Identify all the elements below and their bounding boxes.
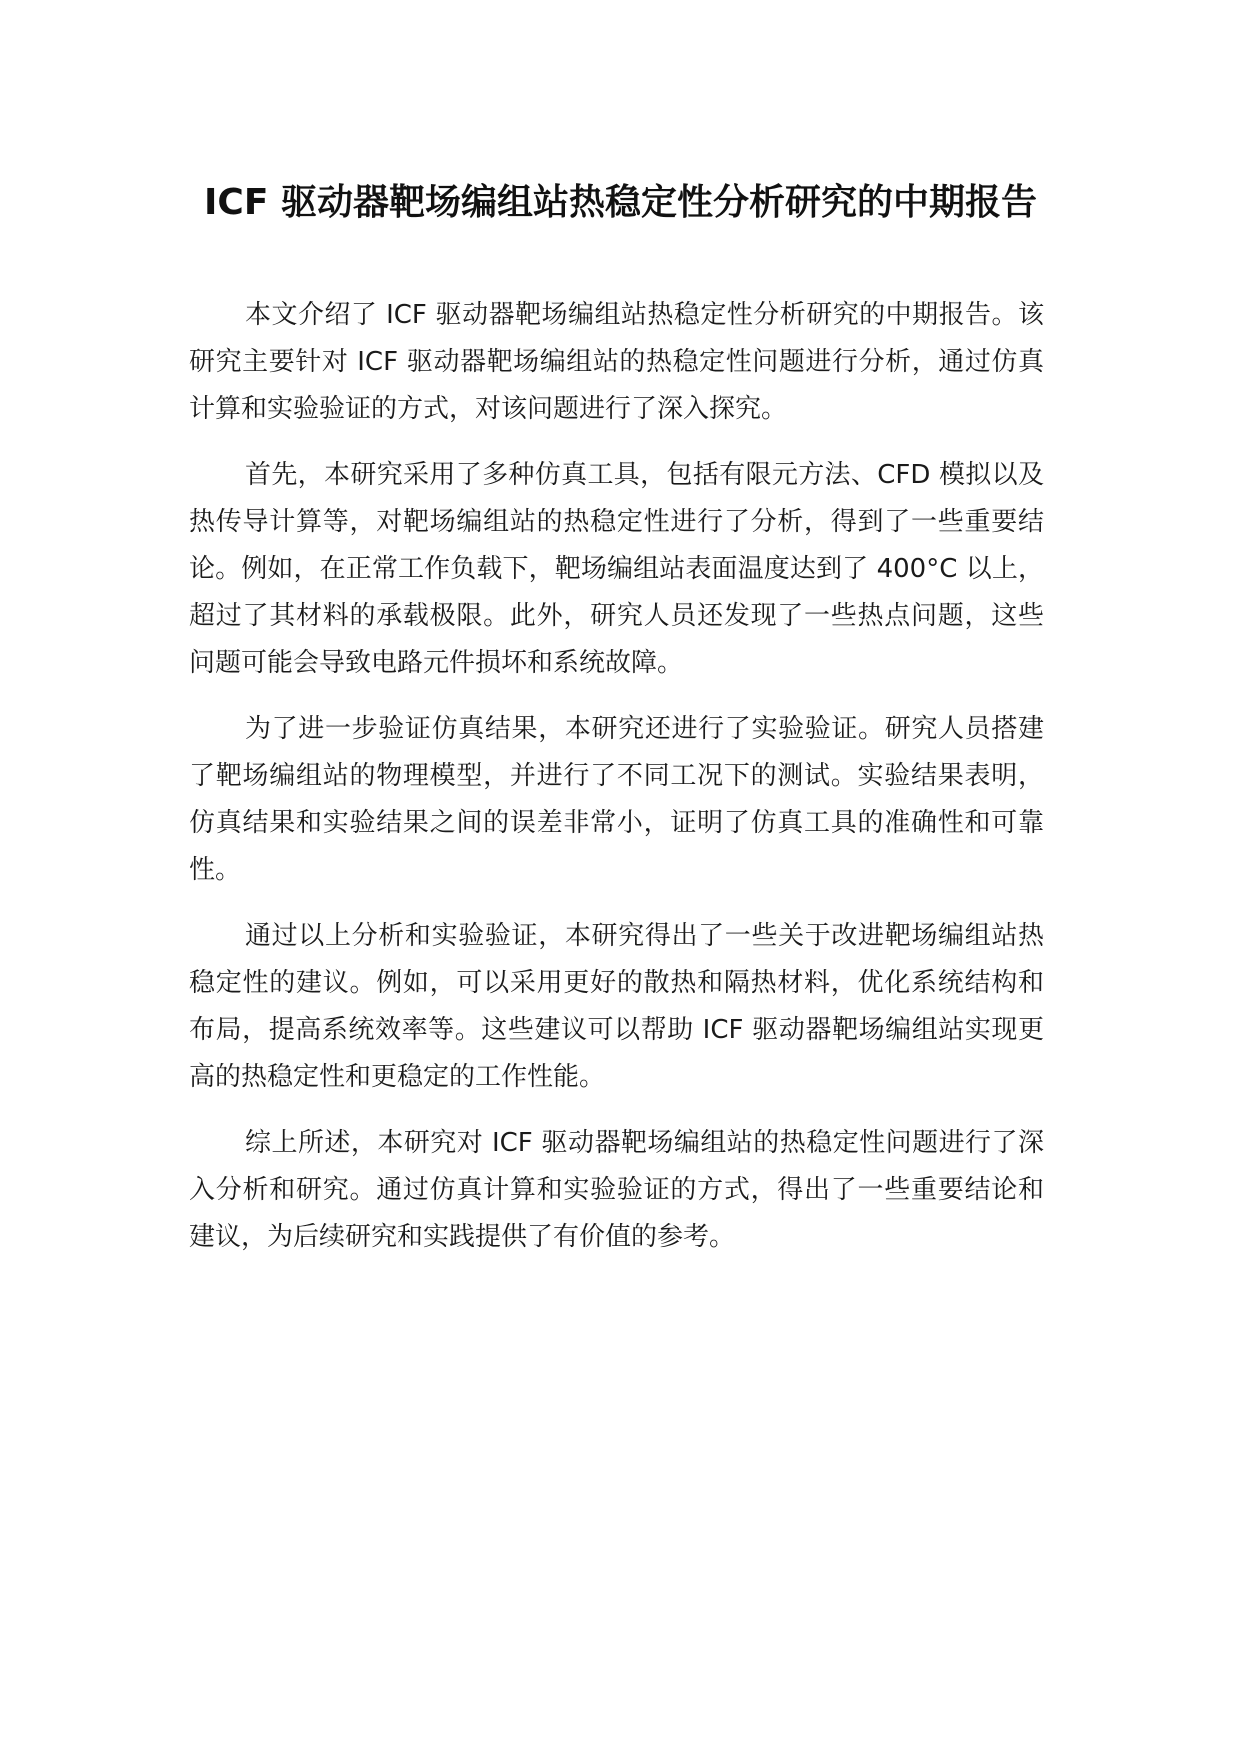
paragraph-experiment: 为了进一步验证仿真结果，本研究还进行了实验验证。研究人员搭建了靶场编组站的物理模型，并进行了不同工况下的测试。实验结果表明，仿真结果和实验结果之间的误差非常小，证明了仿真工具的准确性和可靠性。 (189, 714, 1044, 885)
document-title: ICF 驱动器靶场编组站热稳定性分析研究的中期报告 (204, 182, 1037, 223)
paragraph-conclusion: 综上所述，本研究对 ICF 驱动器靶场编组站的热稳定性问题进行了深入分析和研究。通过仿真计算和实验验证的方式，得出了一些重要结论和建议，为后续研究和实践提供了有价值的参考。 (189, 1128, 1044, 1252)
paragraph-recommendations: 通过以上分析和实验验证，本研究得出了一些关于改进靶场编组站热稳定性的建议。例如，可以采用更好的散热和隔热材料，优化系统结构和布局，提高系统效率等。这些建议可以帮助 ICF 驱动器靶场编组站实现更高的热稳定性和更稳定的工作性能。 (189, 921, 1044, 1092)
paragraph-simulation: 首先，本研究采用了多种仿真工具，包括有限元方法、CFD 模拟以及热传导计算等，对靶场编组站的热稳定性进行了分析，得到了一些重要结论。例如，在正常工作负载下，靶场编组站表面温度达到了 400°C 以上，超过了其材料的承载极限。此外，研究人员还发现了一些热点问题，这些问题可能会导致电路元件损坏和系统故障。 (189, 460, 1044, 678)
paragraph-introduction: 本文介绍了 ICF 驱动器靶场编组站热稳定性分析研究的中期报告。该研究主要针对 ICF 驱动器靶场编组站的热稳定性问题进行分析，通过仿真计算和实验验证的方式，对该问题进行了深入探究。 (189, 300, 1044, 424)
document-body (189, 292, 1044, 1280)
